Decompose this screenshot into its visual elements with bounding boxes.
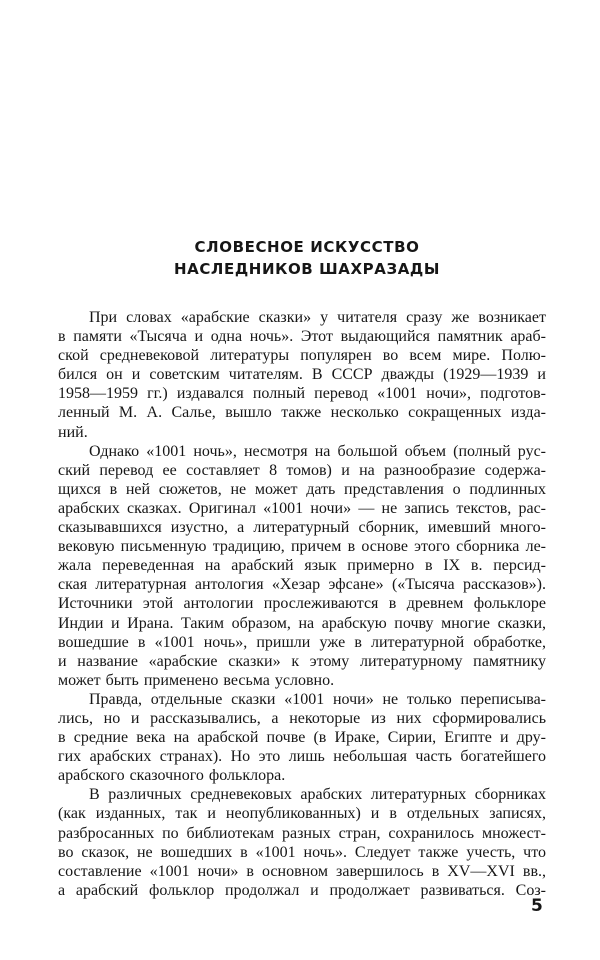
text-line: вековую письменную традицию, причем в основе этого сборника ле- — [58, 538, 546, 556]
text-line: бился он и советским читателям. В СССР дважды (1929—1939 и — [58, 366, 546, 384]
text-line: в средние века на арабской почве (в Ираке, Сирии, Египте и дру- — [58, 729, 546, 747]
text-line: лись, но и рассказывались, а некоторые из них сформировались — [58, 709, 546, 727]
text-line: ская литературная антология «Хезар эфсане» («Тысяча рассказов»). — [58, 576, 546, 594]
text-line: ний. — [58, 423, 88, 441]
text-line: а арабский фольклор продолжал и продолжает развиваться. Соз- — [58, 881, 546, 899]
text-line: во сказок, не вошедших в «1001 ночь». Следует также учесть, что — [58, 843, 546, 861]
text-line: Индии и Ирана. Таким образом, на арабскую почву многие сказки, — [58, 614, 546, 632]
text-line: может быть применено весьма условно. — [58, 671, 335, 689]
text-line: ской средневековой литературы популярен во всем мире. Полю- — [58, 347, 546, 365]
text-line: разбросанных по библиотекам разных стран, сохранилось множест- — [58, 824, 546, 842]
text-line: (как изданных, так и неопубликованных) и в отдельных записях, — [58, 805, 546, 823]
text-line: вошедшие в «1001 ночь», пришли уже в литературной обработке, — [58, 633, 546, 651]
text-line: сказывавшихся изустно, а литературный сборник, имевший много- — [58, 519, 546, 537]
text-line: составление «1001 ночи» в основном завершилось в XV—XVI вв., — [58, 862, 546, 880]
text-line: Однако «1001 ночь», несмотря на большой объем (полный рус- — [89, 442, 546, 460]
text-line: ский перевод ее составляет 8 томов) и на разнообразие содержа- — [58, 461, 546, 479]
text-line: щихся в ней сюжетов, не может дать представления о подлинных — [58, 480, 546, 498]
text-line: арабского сказочного фольклора. — [58, 767, 286, 785]
text-line: и название «арабские сказки» к этому литературному памятнику — [58, 652, 546, 670]
chapter-title-line-1: СЛОВЕСНОЕ ИСКУССТВО — [194, 238, 420, 256]
text-line: жала переведенная на арабский язык примерно в IX в. персид- — [58, 557, 546, 575]
text-line: в памяти «Тысяча и одна ночь». Этот выдающийся памятник араб- — [58, 328, 546, 346]
text-line: При словах «арабские сказки» у читателя сразу же возникает — [89, 309, 546, 326]
text-line: Источники этой антологии прослеживаются в древнем фольклоре — [58, 595, 546, 613]
paragraph — [58, 442, 546, 690]
chapter-title-line-2: НАСЛЕДНИКОВ ШАХРАЗАДЫ — [173, 260, 441, 278]
text-line: Правда, отдельные сказки «1001 ночи» не только переписыва- — [89, 690, 546, 708]
page-number: 5 — [531, 896, 543, 916]
text-line: гих арабских странах). Но это лишь небольшая часть богатейшего — [58, 748, 546, 766]
text-line: 1958—1959 гг.) издавался полный перевод «1001 ночи», подготов- — [58, 385, 546, 403]
paragraph — [58, 690, 546, 785]
text-line: арабских сказках. Оригинал «1001 ночи» — не запись текстов, рас- — [58, 499, 546, 517]
paragraph — [58, 785, 546, 900]
text-line: ленный М. А. Салье, вышло также несколько сокращенных изда- — [58, 404, 546, 422]
body-text — [58, 308, 546, 900]
text-line: В различных средневековых арабских литературных сборниках — [89, 786, 546, 804]
paragraph — [58, 308, 546, 442]
